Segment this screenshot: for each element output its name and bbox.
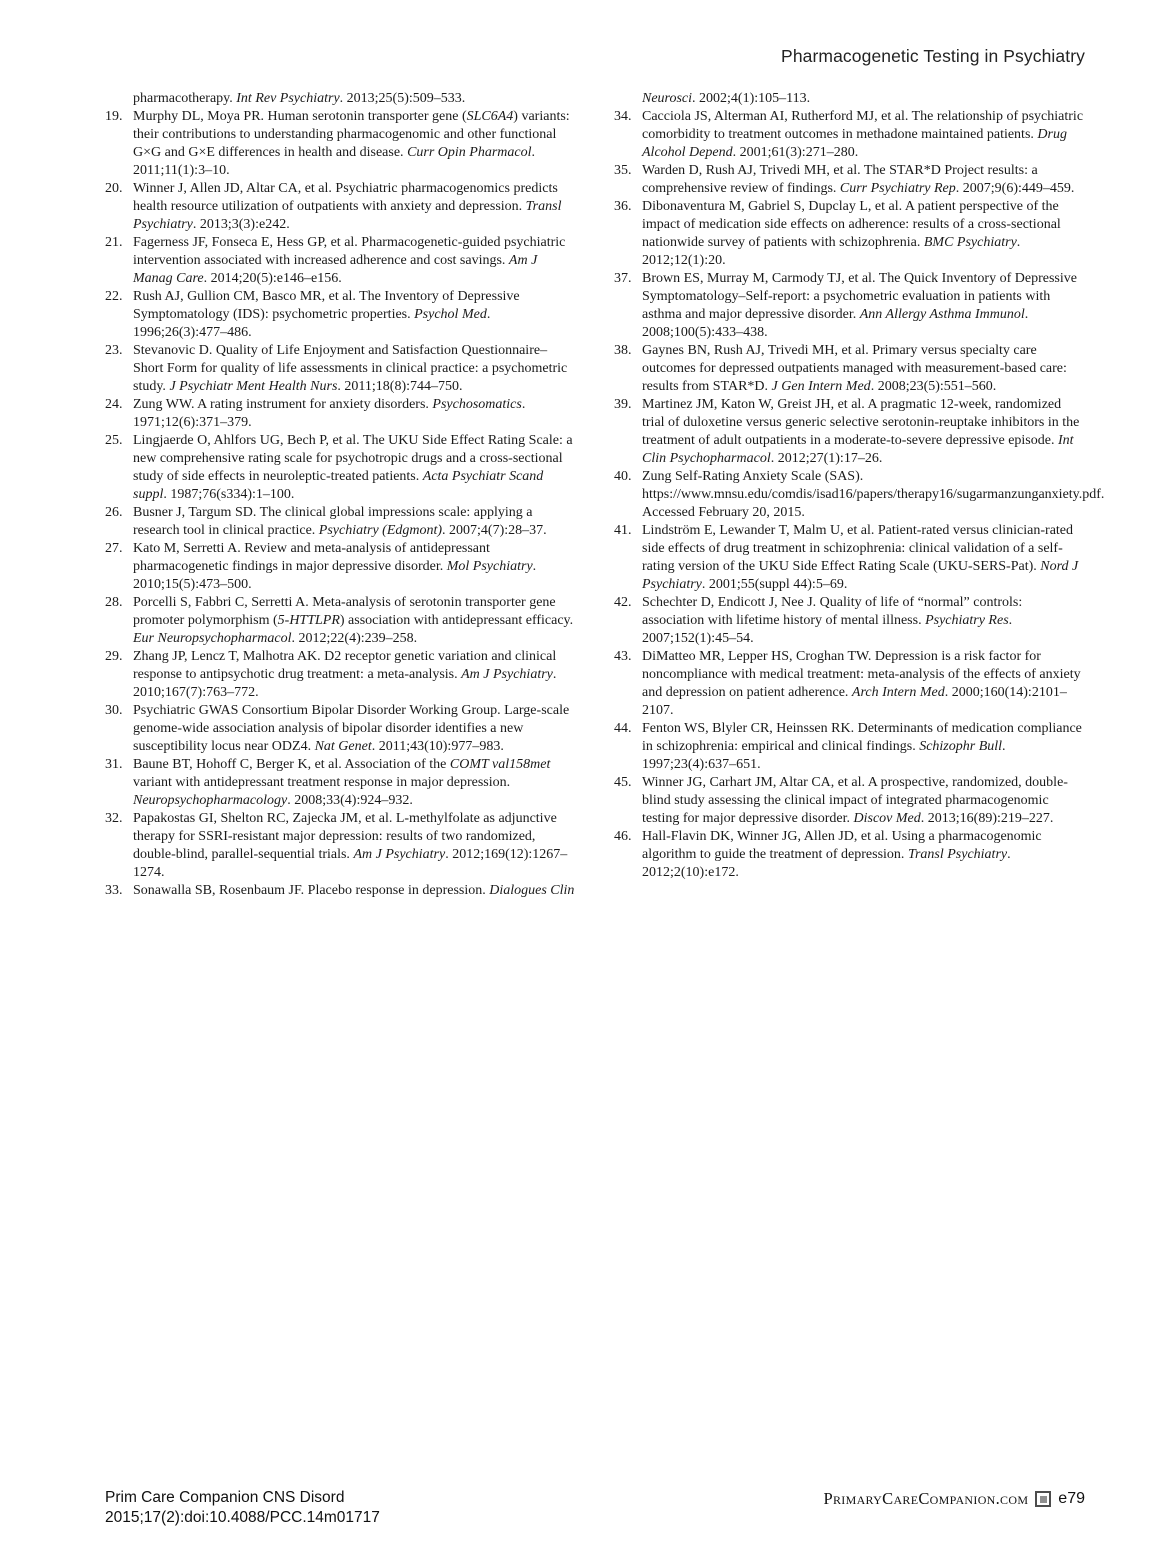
page-footer [105,1488,1085,1528]
references-column-right [614,90,1105,900]
reference-number: 45. [614,775,632,790]
reference-number: 33. [105,883,123,898]
reference-text: pharmacotherapy. Int Rev Psychiatry. 2013;25(5):509–533. [133,91,466,106]
reference-number: 27. [105,541,123,556]
reference-number: 30. [105,703,123,718]
reference-item [614,162,1085,198]
reference-item [105,396,576,432]
reference-number: 40. [614,469,632,484]
reference-item [614,522,1085,594]
reference-number: 39. [614,397,632,412]
reference-number: 41. [614,523,632,538]
reference-text: Kato M, Serretti A. Review and meta-analysis of antidepressant pharmacogenetic findings in major depressive disorder. Mol Psychiatry. 2010;15(5):473–500. [133,541,537,592]
reference-number: 35. [614,163,632,178]
reference-item [105,810,576,882]
reference-text: Hall-Flavin DK, Winner JG, Allen JD, et al. Using a pharmacogenomic algorithm to guide the treatment of depression. Transl Psychiatry. 2012;2(10):e172. [642,829,1042,880]
reference-item [614,720,1085,774]
reference-item [105,504,576,540]
journal-website: PrimaryCareCompanion.com [823,1489,1029,1508]
reference-number: 38. [614,343,632,358]
reference-text: Lingjaerde O, Ahlfors UG, Bech P, et al. The UKU Side Effect Rating Scale: a new comprehensive rating scale for psychotropic drugs and a cross-sectional study of side effects in neuroleptic-treated patients. Acta Psychiatr Scand suppl. 1987;76(s334):1–100. [133,433,573,502]
reference-text: Fagerness JF, Fonseca E, Hess GP, et al. Pharmacogenetic-guided psychiatric intervention associated with increased adherence and cost savings. Am J Manag Care. 2014;20(5):e146–e156. [133,235,566,286]
reference-text: Papakostas GI, Shelton RC, Zajecka JM, et al. L-methylfolate as adjunctive therapy for SSRI-resistant major depression: results of two randomized, double-blind, parallel-sequential trials. Am J Psychiatry. 2012;169(12):1267–1274. [133,811,568,880]
reference-text: Martinez JM, Katon W, Greist JH, et al. A pragmatic 12-week, randomized trial of duloxetine versus generic selective serotonin-reuptake inhibitors in the treatment of adult outpatients in a moderate-to-severe depressive episode. Int Clin Psychopharmacol. 2012;27(1):17–26. [642,397,1080,466]
page-number: e79 [1058,1490,1085,1507]
reference-number: 21. [105,235,123,250]
reference-text: Baune BT, Hohoff C, Berger K, et al. Association of the COMT val158met variant with antidepressant treatment response in major depression. Neuropsychopharmacology. 2008;33(4):924–932. [133,757,551,808]
reference-text: Schechter D, Endicott J, Nee J. Quality of life of “normal” controls: association with lifetime history of mental illness. Psychiatry Res. 2007;152(1):45–54. [642,595,1023,646]
reference-number: 36. [614,199,632,214]
reference-number: 26. [105,505,123,520]
reference-item [614,90,1085,108]
reference-number: 46. [614,829,632,844]
reference-number: 24. [105,397,123,412]
reference-item [614,648,1085,720]
reference-text: Lindström E, Lewander T, Malm U, et al. Patient-rated versus clinician-rated side effects of drug treatment in schizophrenia: clinical validation of a self-rating version of the UKU Side Effect Rating Scale (UKU-SERS-Pat). Nord J Psychiatry. 2001;55(suppl 44):5–69. [642,523,1079,592]
reference-item [105,882,576,900]
reference-text: Zung WW. A rating instrument for anxiety disorders. Psychosomatics. 1971;12(6):371–379. [133,397,526,430]
reference-number: 42. [614,595,632,610]
reference-item [614,108,1085,162]
reference-text: Dibonaventura M, Gabriel S, Dupclay L, et al. A patient perspective of the impact of medication side effects on adherence: results of a cross-sectional nationwide survey of patients with schizophrenia. BMC Psychiatry. 2012;12(1):20. [642,199,1061,268]
reference-item [614,774,1085,828]
journal-citation-line1: Prim Care Companion CNS Disord [105,1489,345,1506]
reference-item [105,540,576,594]
reference-text: Warden D, Rush AJ, Trivedi MH, et al. The STAR*D Project results: a comprehensive review of findings. Curr Psychiatry Rep. 2007;9(6):449–459. [642,163,1075,196]
reference-item [105,234,576,288]
footer-right [824,1488,1085,1509]
reference-text: Fenton WS, Blyler CR, Heinssen RK. Determinants of medication compliance in schizophrenia: empirical and clinical findings. Schizophr Bull. 1997;23(4):637–651. [642,721,1082,772]
reference-number: 34. [614,109,632,124]
reference-item [105,702,576,756]
reference-number: 20. [105,181,123,196]
reference-text: Psychiatric GWAS Consortium Bipolar Disorder Working Group. Large-scale genome-wide association analysis of bipolar disorder identifies a new susceptibility locus near ODZ4. Nat Genet. 2011;43(10):977–983. [133,703,570,754]
reference-number: 25. [105,433,123,448]
reference-item [614,270,1085,342]
reference-number: 44. [614,721,632,736]
references-column-left [105,90,576,900]
reference-item [105,342,576,396]
reference-text: Porcelli S, Fabbri C, Serretti A. Meta-analysis of serotonin transporter gene promoter polymorphism (5-HTTLPR) association with antidepressant efficacy. Eur Neuropsychopharmacol. 2012;22(4):239–258. [133,595,574,646]
reference-item [105,648,576,702]
reference-text: Sonawalla SB, Rosenbaum JF. Placebo response in depression. Dialogues Clin [133,883,575,898]
reference-item [614,594,1085,648]
reference-number: 29. [105,649,123,664]
journal-citation [105,1488,380,1528]
reference-text: Zhang JP, Lencz T, Malhotra AK. D2 receptor genetic variation and clinical response to antipsychotic drug treatment: a meta-analysis. Am J Psychiatry. 2010;167(7):763–772. [133,649,557,700]
reference-number: 31. [105,757,123,772]
reference-number: 37. [614,271,632,286]
reference-text: Zung Self-Rating Anxiety Scale (SAS). https://www.mnsu.edu/comdis/isad16/papers/therapy16/sugarmanzunganxiety.pdf. Accessed February 20, 2015. [642,469,1105,520]
reference-text: Stevanovic D. Quality of Life Enjoyment and Satisfaction Questionnaire–Short Form for quality of life assessments in clinical practice: a psychometric study. J Psychiatr Ment Health Nurs. 2011;18(8):744–750. [133,343,568,394]
filled-square-icon [1035,1491,1051,1507]
reference-text: Gaynes BN, Rush AJ, Trivedi MH, et al. Primary versus specialty care outcomes for depressed outpatients managed with measurement-based care: results from STAR*D. J Gen Intern Med. 2008;23(5):551–560. [642,343,1067,394]
reference-text: Neurosci. 2002;4(1):105–113. [642,91,811,106]
reference-text: Murphy DL, Moya PR. Human serotonin transporter gene (SLC6A4) variants: their contributions to understanding pharmacogenomic and other functional G×G and G×E differences in health and disease. Curr Opin Pharmacol. 2011;11(1):3–10. [133,109,570,178]
references-section [105,90,1105,900]
reference-text: Cacciola JS, Alterman AI, Rutherford MJ, et al. The relationship of psychiatric comorbidity to treatment outcomes in methadone maintained patients. Drug Alcohol Depend. 2001;61(3):271–280. [642,109,1084,160]
reference-item [105,108,576,180]
reference-text: Winner J, Allen JD, Altar CA, et al. Psychiatric pharmacogenomics predicts health resource utilization of outpatients with anxiety and depression. Transl Psychiatry. 2013;3(3):e242. [133,181,562,232]
reference-item [614,468,1105,522]
reference-item [105,594,576,648]
reference-item [105,90,576,108]
reference-number: 22. [105,289,123,304]
reference-text: Brown ES, Murray M, Carmody TJ, et al. The Quick Inventory of Depressive Symptomatology–Self-report: a psychometric evaluation in patients with asthma and major depressive disorder. Ann Allergy Asthma Immunol. 2008;100(5):433–438. [642,271,1077,340]
reference-item [105,180,576,234]
reference-number: 43. [614,649,632,664]
reference-item [105,288,576,342]
reference-text: Winner JG, Carhart JM, Altar CA, et al. A prospective, randomized, double-blind study assessing the clinical impact of integrated pharmacogenomic testing for major depressive disorder. Discov Med. 2013;16(89):219–227. [642,775,1068,826]
reference-text: DiMatteo MR, Lepper HS, Croghan TW. Depression is a risk factor for noncompliance with medical treatment: meta-analysis of the effects of anxiety and depression on patient adherence. Arch Intern Med. 2000;160(14):2101–2107. [642,649,1081,718]
reference-item [105,756,576,810]
reference-item [614,828,1085,882]
reference-number: 23. [105,343,123,358]
reference-text: Busner J, Targum SD. The clinical global impressions scale: applying a research tool in clinical practice. Psychiatry (Edgmont). 2007;4(7):28–37. [133,505,547,538]
reference-text: Rush AJ, Gullion CM, Basco MR, et al. The Inventory of Depressive Symptomatology (IDS): psychometric properties. Psychol Med. 1996;26(3):477–486. [133,289,520,340]
running-title: Pharmacogenetic Testing in Psychiatry [781,46,1085,66]
reference-item [105,432,576,504]
reference-item [614,342,1085,396]
reference-item [614,198,1085,270]
reference-number: 19. [105,109,123,124]
reference-item [614,396,1085,468]
reference-number: 32. [105,811,123,826]
reference-number: 28. [105,595,123,610]
journal-citation-line2: 2015;17(2):doi:10.4088/PCC.14m01717 [105,1509,380,1526]
